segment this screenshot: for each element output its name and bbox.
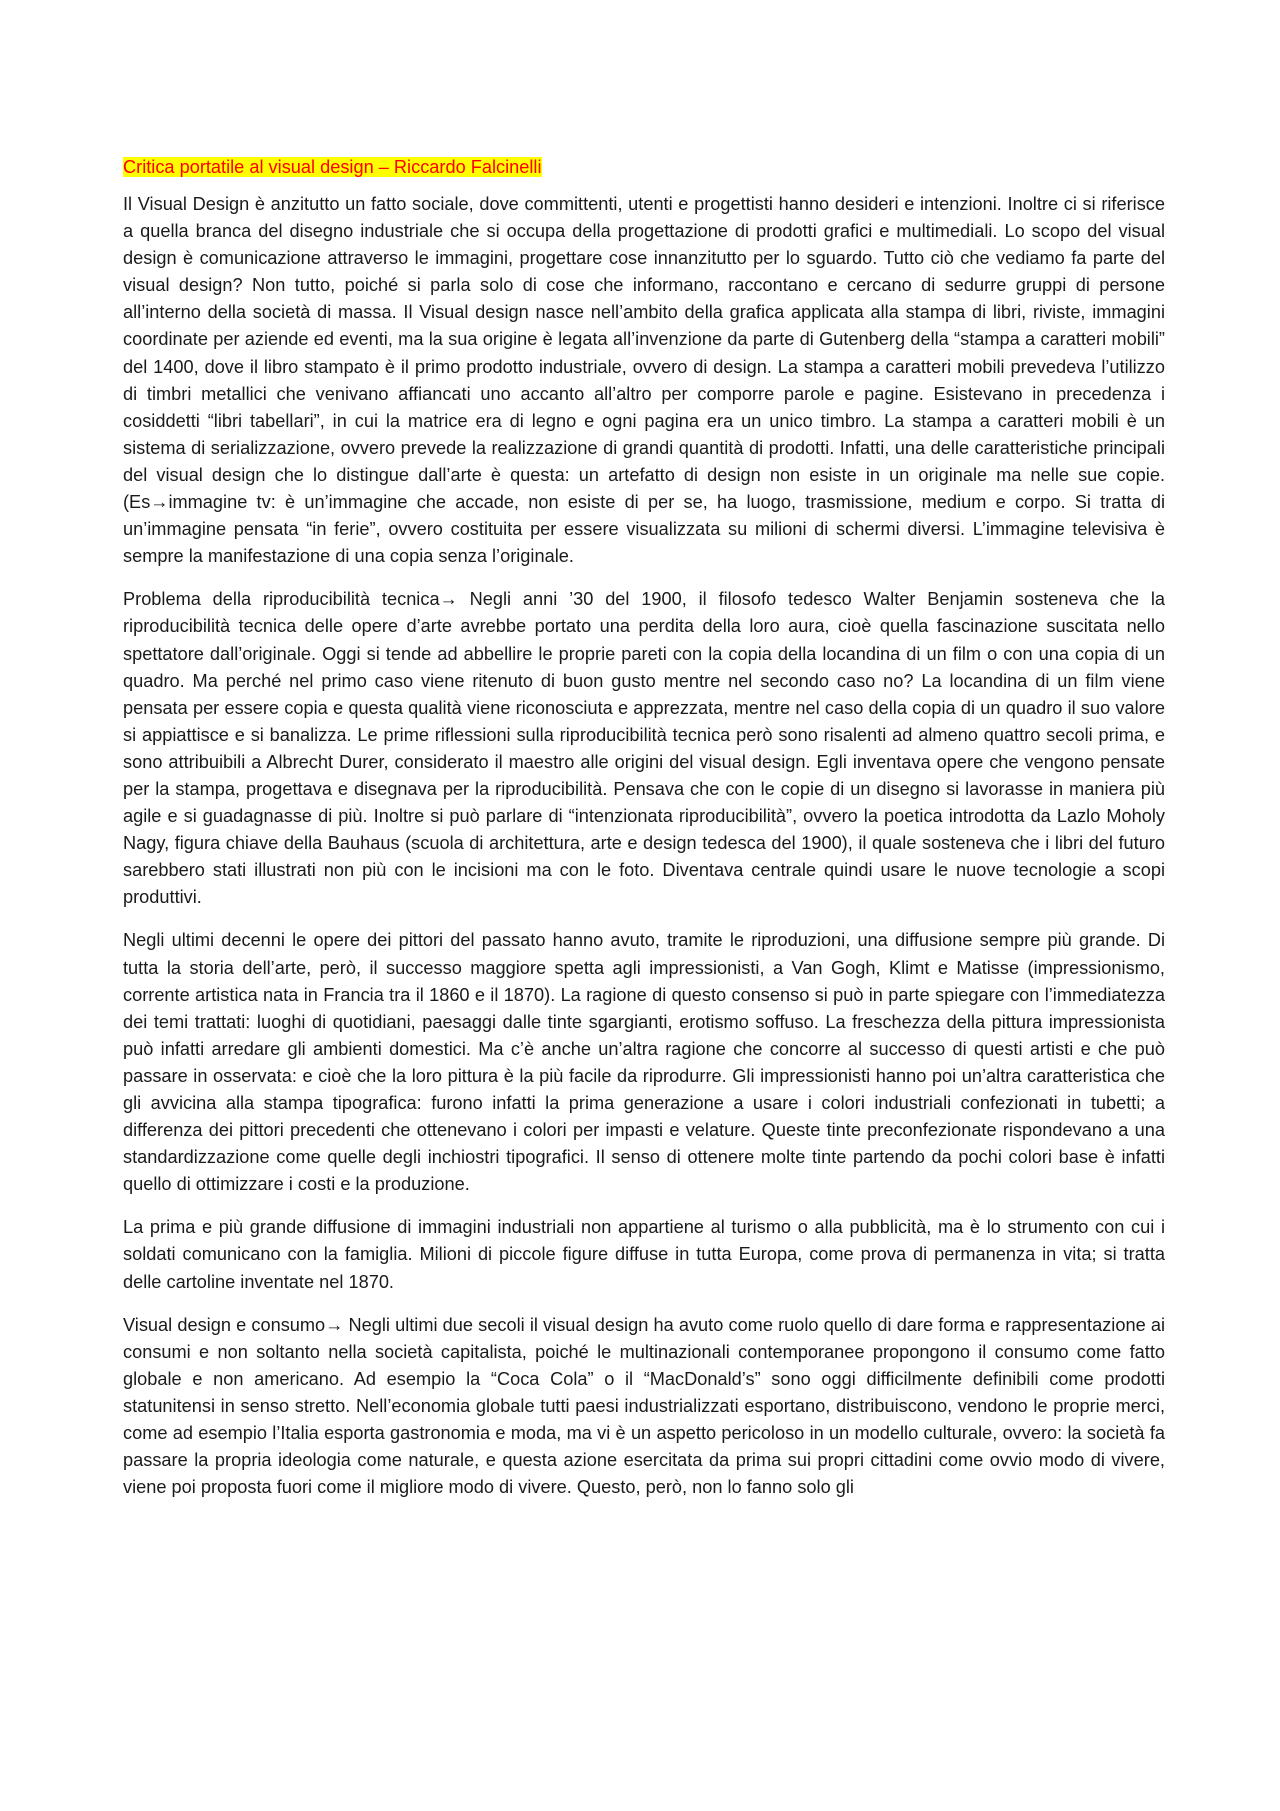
document-title-line bbox=[123, 155, 1165, 179]
document-title: Critica portatile al visual design – Riccardo Falcinelli bbox=[123, 157, 542, 177]
paragraph-riproducibilita-tecnica: Problema della riproducibilità tecnica→ Negli anni ’30 del 1900, il filosofo tedesco Walter Benjamin sosteneva che la riproducibilità tecnica delle opere d’arte avrebbe portato una perdita della loro aura, cioè quella fascinazione suscitata nello spettatore dall’originale. Oggi si tende ad abbellire le proprie pareti con la copia della locandina di un film o con una copia di un quadro. Ma perché nel primo caso viene ritenuto di buon gusto mentre nel secondo caso no? La locandina di un film viene pensata per essere copia e questa qualità viene riconosciuta e apprezzata, mentre nel caso della copia di un quadro il suo valore si appiattisce e si banalizza. Le prime riflessioni sulla riproducibilità tecnica però sono risalenti ad almeno quattro secoli prima, e sono attribuibili a Albrecht Durer, considerato il maestro alle origini del visual design. Egli inventava opere che vengono pensate per la stampa, progettava e disegnava per la riproducibilità. Pensava che con le copie di un disegno si lavorasse in maniera più agile e si guadagnasse di più. Inoltre si può parlare di “intenzionata riproducibilità”, ovvero la poetica introdotta da Lazlo Moholy Nagy, figura chiave della Bauhaus (scuola di architettura, arte e design tedesca del 1900), il quale sosteneva che i libri del futuro sarebbero stati illustrati non più con le incisioni ma con le foto. Diventava centrale quindi usare le nuove tecnologie a scopi produttivi. bbox=[123, 589, 1165, 908]
paragraph-impressionisti: Negli ultimi decenni le opere dei pittori del passato hanno avuto, tramite le riproduzioni, una diffusione sempre più grande. Di tutta la storia dell’arte, però, il successo maggiore spetta agli impressionisti, a Van Gogh, Klimt e Matisse (impressionismo, corrente artistica nata in Francia tra il 1860 e il 1870). La ragione di questo consenso si può in parte spiegare con l’immediatezza dei temi trattati: luoghi di quotidiani, paesaggi dalle tinte sgargianti, erotismo soffuso. La freschezza della pittura impressionista può infatti arredare gli ambienti domestici. Ma c’è anche un’altra ragione che concorre al successo di questi artisti e che può passare in osservata: e cioè che la loro pittura è la più facile da riprodurre. Gli impressionisti hanno poi un’altra caratteristica che gli avvicina alla stampa tipografica: furono infatti la prima generazione a usare i colori industriali confezionati in tubetti; a differenza dei pittori precedenti che ottenevano i colori per impasti e velature. Queste tinte preconfezionate rispondevano a una standardizzazione come quelle degli inchiostri tipografici. Il senso di ottenere molte tinte partendo da pochi colori base è infatti quello di ottimizzare i costi e la produzione. bbox=[123, 930, 1165, 1195]
paragraph-visual-design-consumo: Visual design e consumo→ Negli ultimi due secoli il visual design ha avuto come ruolo quello di dare forma e rappresentazione ai consumi e non soltanto nella società capitalista, poiché le multinazionali contemporanee propongono il consumo come fatto globale e non americano. Ad esempio la “Coca Cola” o il “MacDonald’s” sono oggi difficilmente definibili come prodotti statunitensi in senso stretto. Nell’economia globale tutti paesi industrializzati esportano, distribuiscono, vendono le proprie merci, come ad esempio l’Italia esporta gastronomia e moda, ma vi è un aspetto pericoloso in un modello culturale, ovvero: la società fa passare la propria ideologia come naturale, e questa azione esercitata da prima sui propri cittadini come ovvio modo di vivere, viene poi proposta fuori come il migliore modo di vivere. Questo, però, non lo fanno solo gli bbox=[123, 1314, 1165, 1498]
paragraph-cartoline: La prima e più grande diffusione di immagini industriali non appartiene al turismo o alla pubblicità, ma è lo strumento con cui i soldati comunicano con la famiglia. Milioni di piccole figure diffuse in tutta Europa, come prova di permanenza in vita; si tratta delle cartoline inventate nel 1870. bbox=[123, 1217, 1165, 1292]
paragraph-visual-design-intro: Il Visual Design è anzitutto un fatto sociale, dove committenti, utenti e progettisti hanno desideri e intenzioni. Inoltre ci si riferisce a quella branca del disegno industriale che si occupa della progettazione di prodotti grafici e multimediali. Lo scopo del visual design è comunicazione attraverso le immagini, progettare cose innanzitutto per lo sguardo. Tutto ciò che vediamo fa parte del visual design? Non tutto, poiché si parla solo di cose che informano, raccontano e cercano di sedurre gruppi di persone all’interno della società di massa. Il Visual design nasce nell’ambito della grafica applicata alla stampa di libri, riviste, immagini coordinate per aziende ed eventi, ma la sua origine è legata all’invenzione da parte di Gutenberg della “stampa a caratteri mobili” del 1400, dove il libro stampato è il primo prodotto industriale, ovvero di design. La stampa a caratteri mobili prevedeva l’utilizzo di timbri metallici che venivano affiancati uno accanto all’altro per comporre parole e pagine. Esistevano in precedenza i cosiddetti “libri tabellari”, in cui la matrice era di legno e ogni pagina era un unico timbro. La stampa a caratteri mobili è un sistema di serializzazione, ovvero prevede la realizzazione di grandi quantità di prodotti. Infatti, una delle caratteristiche principali del visual design che lo distingue dall’arte è questa: un artefatto di design non esiste in un originale ma nelle sue copie. (Es→immagine tv: è un’immagine che accade, non esiste di per se, ha luogo, trasmissione, medium e corpo. Si tratta di un’immagine pensata “in ferie”, ovvero costituita per essere visualizzata su milioni di schermi diversi. L’immagine televisiva è sempre la manifestazione di una copia senza l’originale. bbox=[123, 194, 1165, 567]
document-body bbox=[123, 155, 1165, 1501]
